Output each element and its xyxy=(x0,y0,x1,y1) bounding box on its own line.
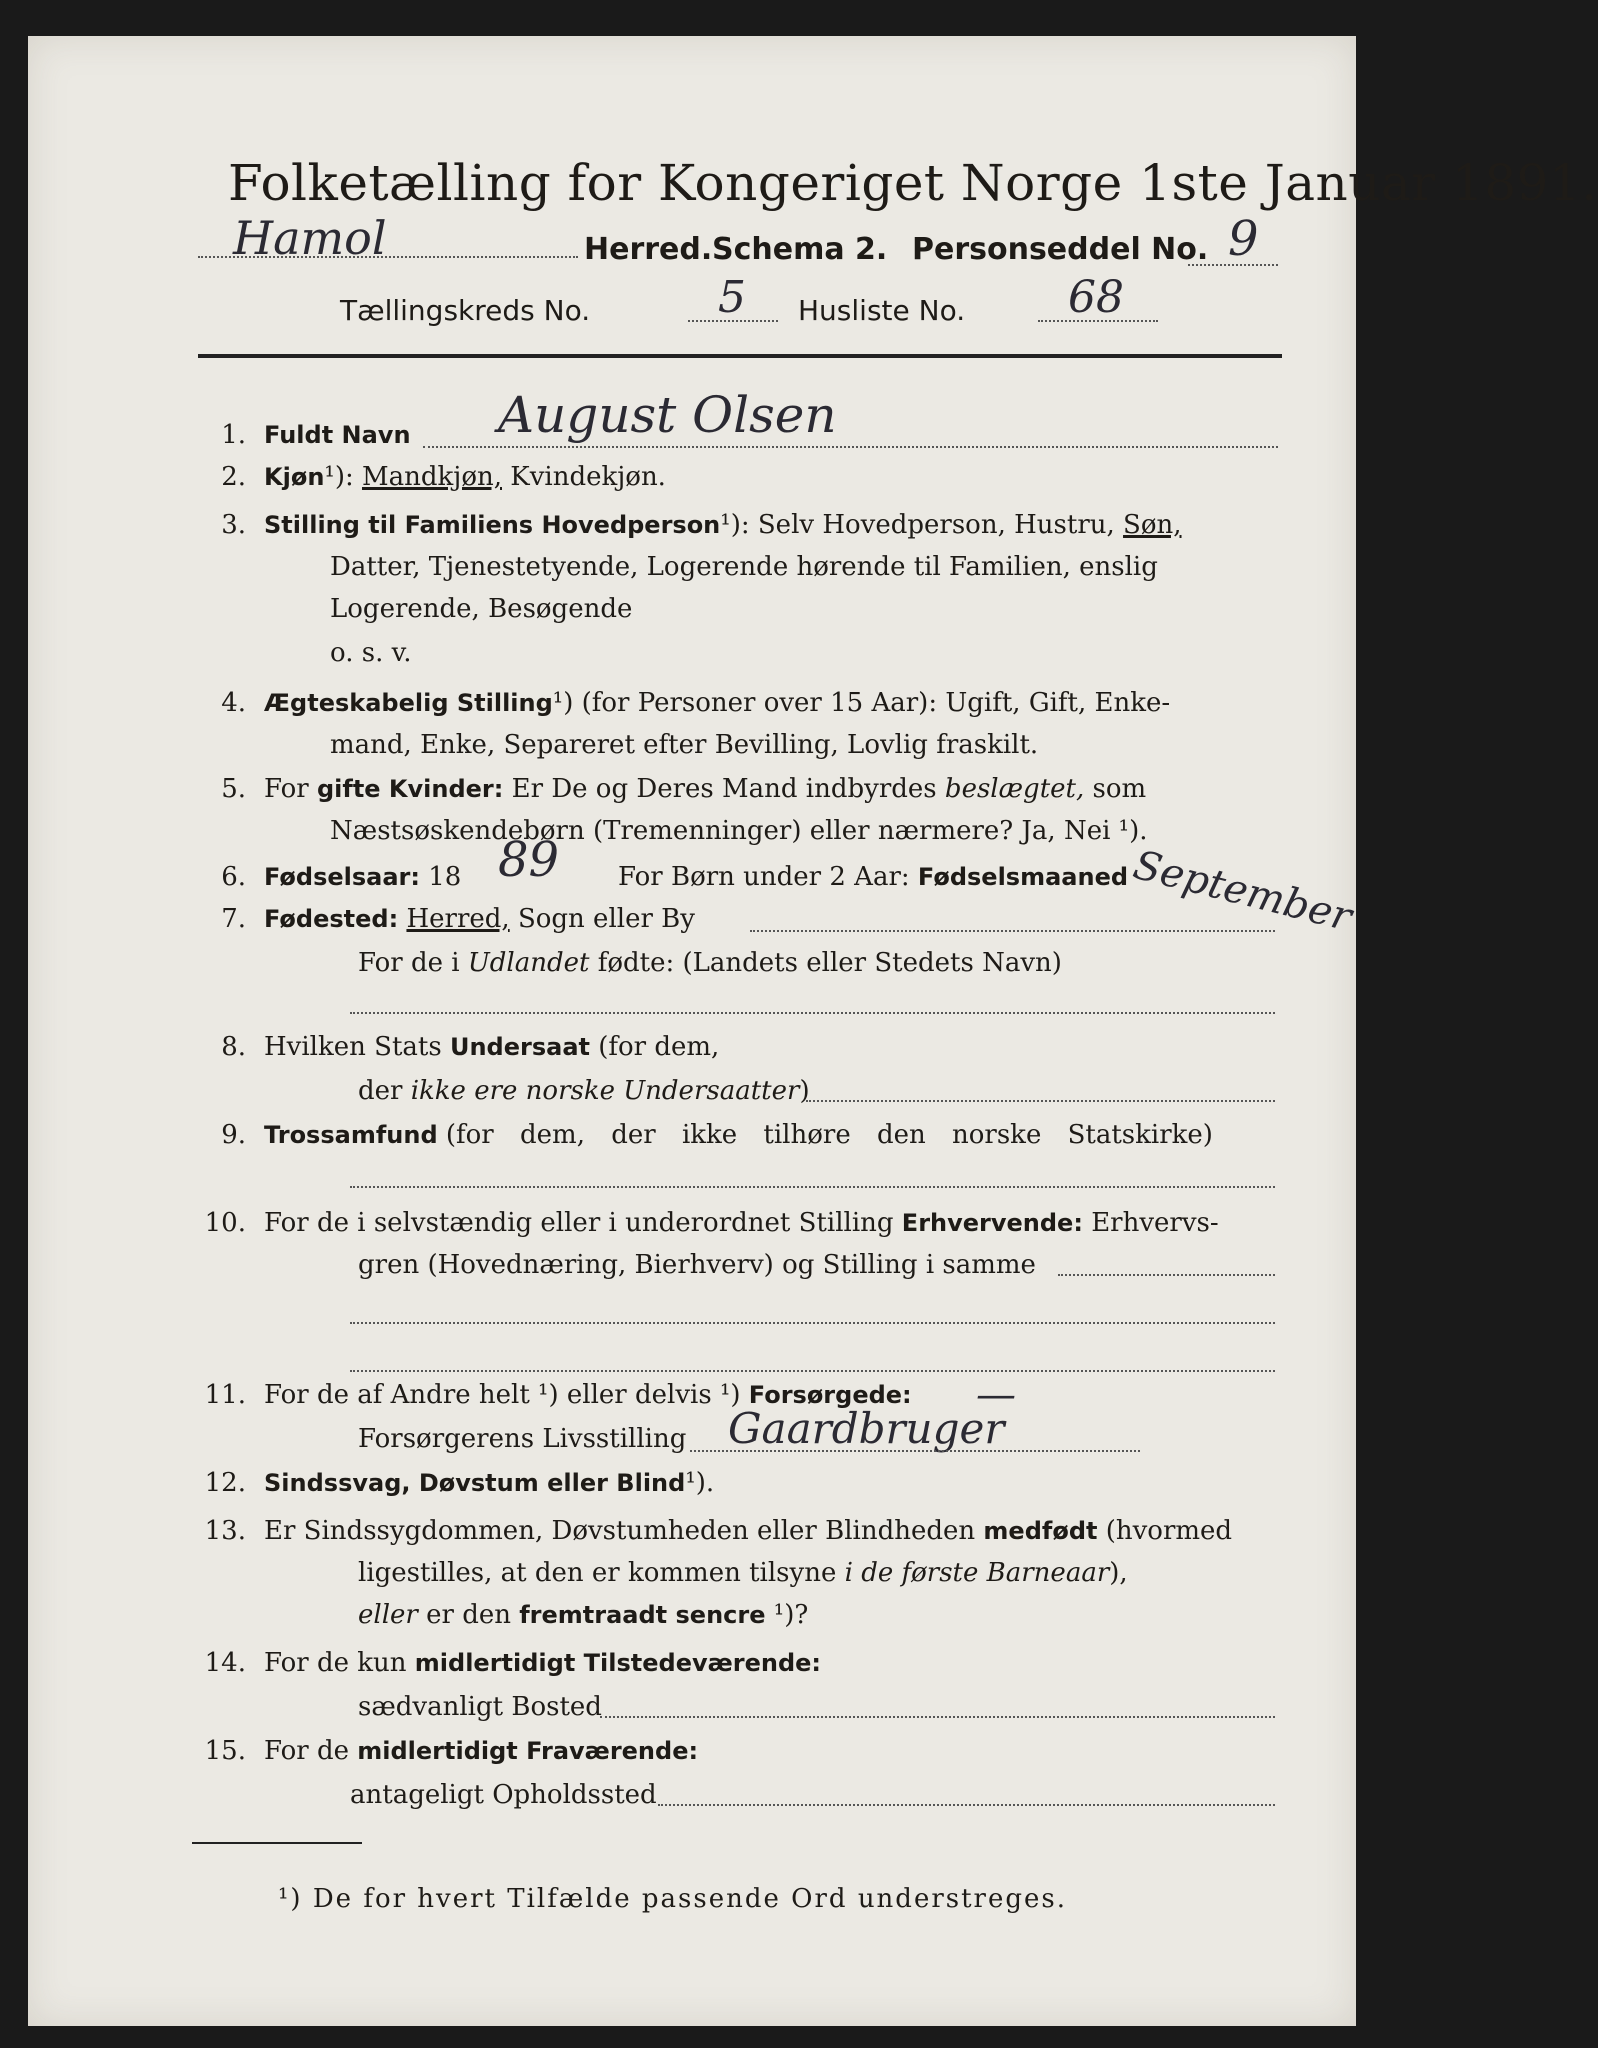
question-14-line-2: sædvanligt Bosted xyxy=(358,1692,602,1722)
question-4-line-2: mand, Enke, Separeret efter Bevilling, Lovlig fraskilt. xyxy=(330,730,1039,760)
fuldt-navn-label: Fuldt Navn xyxy=(264,421,411,449)
question-10: 10. For de i selvstændig eller i underordnet Stilling Erhvervende: Erhvervs- xyxy=(204,1208,1219,1238)
occupation-dotted-line-2 xyxy=(350,1322,1275,1324)
herred-handwritten: Hamol xyxy=(233,211,387,265)
question-13: 13. Er Sindssygdommen, Døvstumheden eller Blindheden medfødt (hvormed xyxy=(204,1516,1233,1546)
herred-dotted-line xyxy=(198,256,578,258)
husliste-number: 68 xyxy=(1068,272,1124,323)
husliste-dotted-line xyxy=(1038,320,1158,322)
question-3-line-4: o. s. v. xyxy=(330,638,412,668)
question-3: 3. Stilling til Familiens Hovedperson¹): Selv Hovedperson, Hustru, Søn, xyxy=(221,510,1182,540)
occupation-dotted-line-3 xyxy=(350,1370,1275,1372)
question-5: 5. For gifte Kvinder: Er De og Deres Mand indbyrdes beslægtet, som xyxy=(221,774,1147,804)
footnote-divider xyxy=(192,1842,362,1844)
form-title: Folketælling for Kongeriget Norge 1ste Januar 1891. xyxy=(228,154,1598,212)
religion-dotted-line xyxy=(350,1186,1275,1188)
foreign-birthplace-dotted-line xyxy=(350,1012,1275,1014)
usual-residence-dotted-line xyxy=(600,1716,1275,1718)
question-6-mid: For Børn under 2 Aar: Fødselsmaaned xyxy=(618,862,1129,892)
husliste-label: Husliste No. xyxy=(798,294,966,327)
birthplace-dotted-line xyxy=(750,930,1275,932)
question-3-line-3: Logerende, Besøgende xyxy=(330,594,633,624)
personseddel-number: 9 xyxy=(1228,211,1259,267)
question-11-line-2: Forsørgerens Livsstilling xyxy=(358,1424,687,1454)
personseddel-dotted-line xyxy=(1188,264,1278,266)
herred-label: Herred. xyxy=(584,232,713,267)
herred-underlined: Herred, xyxy=(406,904,510,934)
question-9: 9. Trossamfund (for dem, der ikke tilhøre den norske Statskirke) xyxy=(221,1120,1213,1150)
birth-year-answer: 89 xyxy=(498,832,560,888)
full-name-answer: August Olsen xyxy=(498,386,837,444)
question-6: 6. Fødselsaar: 18 xyxy=(221,862,462,892)
question-5-line-2: Næstsøskendebørn (Tremenninger) eller nærmere? Ja, Nei ¹). xyxy=(330,816,1148,846)
question-3-line-2: Datter, Tjenestetyende, Logerende hørende til Familien, enslig xyxy=(330,552,1158,582)
question-13-line-3: eller er den fremtraadt sencre ¹)? xyxy=(358,1600,809,1630)
question-1: 1. Fuldt Navn xyxy=(221,420,411,450)
nationality-dotted-line xyxy=(806,1100,1275,1102)
question-14: 14. For de kun midlertidigt Tilstedeværende: xyxy=(204,1648,822,1678)
question-4: 4. Ægteskabelig Stilling¹) (for Personer over 15 Aar): Ugift, Gift, Enke- xyxy=(221,688,1171,718)
temporary-location-dotted-line xyxy=(658,1804,1275,1806)
question-11: 11. For de af Andre helt ¹) eller delvis ¹) Forsørgede: xyxy=(204,1380,912,1410)
provider-mark: — xyxy=(976,1372,1016,1418)
kreds-number: 5 xyxy=(718,272,746,323)
census-form-page xyxy=(28,36,1598,2026)
provider-dotted-line xyxy=(690,1450,1140,1452)
kreds-label: Tællingskreds No. xyxy=(340,294,591,327)
kreds-dotted-line xyxy=(688,320,778,322)
son-underlined: Søn, xyxy=(1123,510,1182,540)
provider-occupation-answer: Gaardbruger xyxy=(728,1404,1005,1453)
question-8: 8. Hvilken Stats Undersaat (for dem, xyxy=(221,1032,720,1062)
footnote: ¹) De for hvert Tilfælde passende Ord understreges. xyxy=(278,1884,1068,1914)
mandkjon-underlined: Mandkjøn, xyxy=(362,462,502,492)
question-8-line-2: der ikke ere norske Undersaatter) xyxy=(358,1076,810,1106)
question-15: 15. For de midlertidigt Fraværende: xyxy=(204,1736,699,1766)
question-2: 2. Kjøn¹): Mandkjøn, Kvindekjøn. xyxy=(221,462,666,492)
question-13-line-2: ligestilles, at den er kommen tilsyne i de første Barneaar), xyxy=(358,1558,1128,1588)
question-10-line-2: gren (Hovednæring, Bierhverv) og Stilling i samme xyxy=(358,1250,1036,1280)
question-15-line-2: antageligt Opholdssted xyxy=(350,1780,657,1810)
schema-label: Schema 2. xyxy=(712,232,888,267)
occupation-dotted-line-1 xyxy=(1058,1274,1275,1276)
birth-month-answer: September xyxy=(1128,842,1357,941)
question-12: 12. Sindssvag, Døvstum eller Blind¹). xyxy=(204,1468,715,1498)
header-divider xyxy=(198,354,1282,358)
question-7: 7. Fødested: Herred, Sogn eller By xyxy=(221,904,695,934)
name-dotted-line xyxy=(423,446,1278,448)
question-7-line-2: For de i Udlandet fødte: (Landets eller Stedets Navn) xyxy=(358,948,1062,978)
personseddel-label: Personseddel No. xyxy=(912,232,1209,267)
